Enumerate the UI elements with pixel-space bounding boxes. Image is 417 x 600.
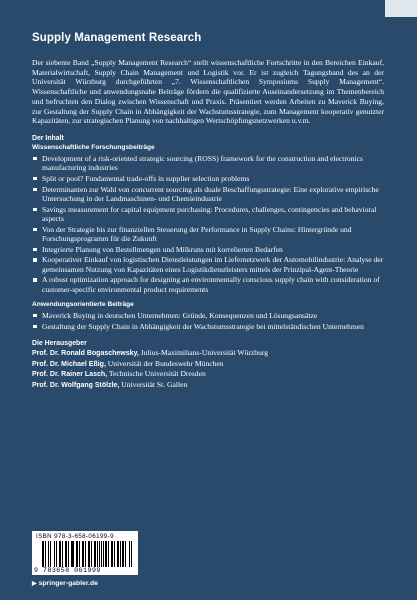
list-item: Savings measurement for capital equipment purchasing: Procedures, challenges, contingencies and behavioral aspects xyxy=(32,205,384,224)
list-item: Von der Strategie bis zur finanziellen Steuerung der Performance in Supply Chains: Hintergründe und Forschungsprogramm für die Zukunft xyxy=(32,225,384,244)
editor-entry xyxy=(32,359,384,370)
list-item: Split or pool? Fundamental trade-offs in supplier selection problems xyxy=(32,174,384,183)
series-title: Supply Management Research xyxy=(32,32,202,44)
back-cover-content xyxy=(32,32,384,391)
editor-entry xyxy=(32,369,384,380)
editor-affiliation: Technische Universität Dresden xyxy=(107,369,206,379)
editor-name: Prof. Dr. Wolfgang Stölzle, xyxy=(32,382,120,390)
contents-heading: Der Inhalt xyxy=(32,134,64,142)
barcode-digits: 9 783658 061999 xyxy=(34,567,101,574)
editor-name: Prof. Dr. Rainer Lasch, xyxy=(32,371,108,379)
barcode-bars xyxy=(42,541,134,567)
barcode-stripe xyxy=(50,541,51,567)
editor-affiliation: Julius-Maximilians-Universität Würzburg xyxy=(138,347,269,357)
list-item: Maverick Buying in deutschen Unternehmen: Gründe, Konsequenzen und Lösungsansätze xyxy=(32,311,384,320)
editor-affiliation: Universität der Bundeswehr München xyxy=(105,358,224,368)
science-list xyxy=(32,154,384,294)
list-item: A robust optimization approach for designing an environmentally conscious supply chain with consideration of customer-specific environmental product requirements xyxy=(32,275,384,294)
editor-name: Prof. Dr. Michael Eßig, xyxy=(32,360,106,368)
applied-list xyxy=(32,311,384,331)
list-item: Integrierte Planung von Bestellmengen und Milkruns mit korrelierten Bedarfen xyxy=(32,245,384,254)
list-item: Gestaltung der Supply Chain in Abhängigkeit der Wachstumsstrategie bei mittelständischen Unternehmen xyxy=(32,322,384,331)
intro-paragraph: Der siebente Band „Supply Management Research“ stellt wissenschaftliche Fortschritte in den Bereichen Einkauf, Materialwirtschaft, Supply Chain Management und Logistik vor. Er ist zugleich Tagungsband des an der Universität Würzburg durchgeführten „7. Wissenschaftlichen Symposiums Supply Management“. Wissenschaftliche und anwendungsnahe Beiträge fördern die qualifizierte Auseinandersetzung im Themenbereich und befruchten den Dialog zwischen Wissenschaft und Praxis. Präsentiert werden Arbeiten zu Maverick Buying, zur Gestaltung der Supply Chain in Abhängigkeit der Wachstumsstrategie, zum Management kooperativ genutzter Kapazitäten, zur strategischen Planung von nachhaltigen Wertschöpfungsnetzwerken u.v.m. xyxy=(32,58,384,126)
editors-heading: Die Herausgeber xyxy=(32,339,87,347)
list-item: Kooperativer Einkauf von logistischen Dienstleistungen im Liefernetzwerk der Automobilindustrie: Analyse der gemeinsamen Nutzung von Kapazitäten eines Logistikdienstleisters mittels der Prinzipal-Agent-Theorie xyxy=(32,255,384,274)
barcode-stripe xyxy=(125,541,126,567)
list-item: Development of a risk-oriented strategic sourcing (ROSS) framework for the construction and electronics manufacturing industries xyxy=(32,154,384,173)
editor-entry xyxy=(32,380,384,391)
arrow-icon: ▶ xyxy=(32,581,37,587)
science-heading: Wissenschaftliche Forschungsbeiträge xyxy=(32,143,155,151)
barcode xyxy=(32,531,138,575)
publisher-website[interactable] xyxy=(32,580,98,587)
editor-affiliation: Universität St. Gallen xyxy=(119,380,188,390)
applied-heading: Anwendungsorientierte Beiträge xyxy=(32,300,134,308)
isbn-text: ISBN 978-3-658-06199-9 xyxy=(36,533,114,540)
editors-section xyxy=(32,339,384,391)
list-item: Determinanten zur Wahl von concurrent sourcing als duale Beschaffungsstrategie: Eine explorative empirische Untersuchung in der Landmaschinen- und Chemieindustrie xyxy=(32,185,384,204)
corner-tab xyxy=(385,0,417,17)
editor-entry xyxy=(32,348,384,359)
barcode-stripe xyxy=(79,541,80,567)
website-url: springer-gabler.de xyxy=(38,580,98,587)
editor-name: Prof. Dr. Ronald Bogaschewsky, xyxy=(32,349,139,357)
